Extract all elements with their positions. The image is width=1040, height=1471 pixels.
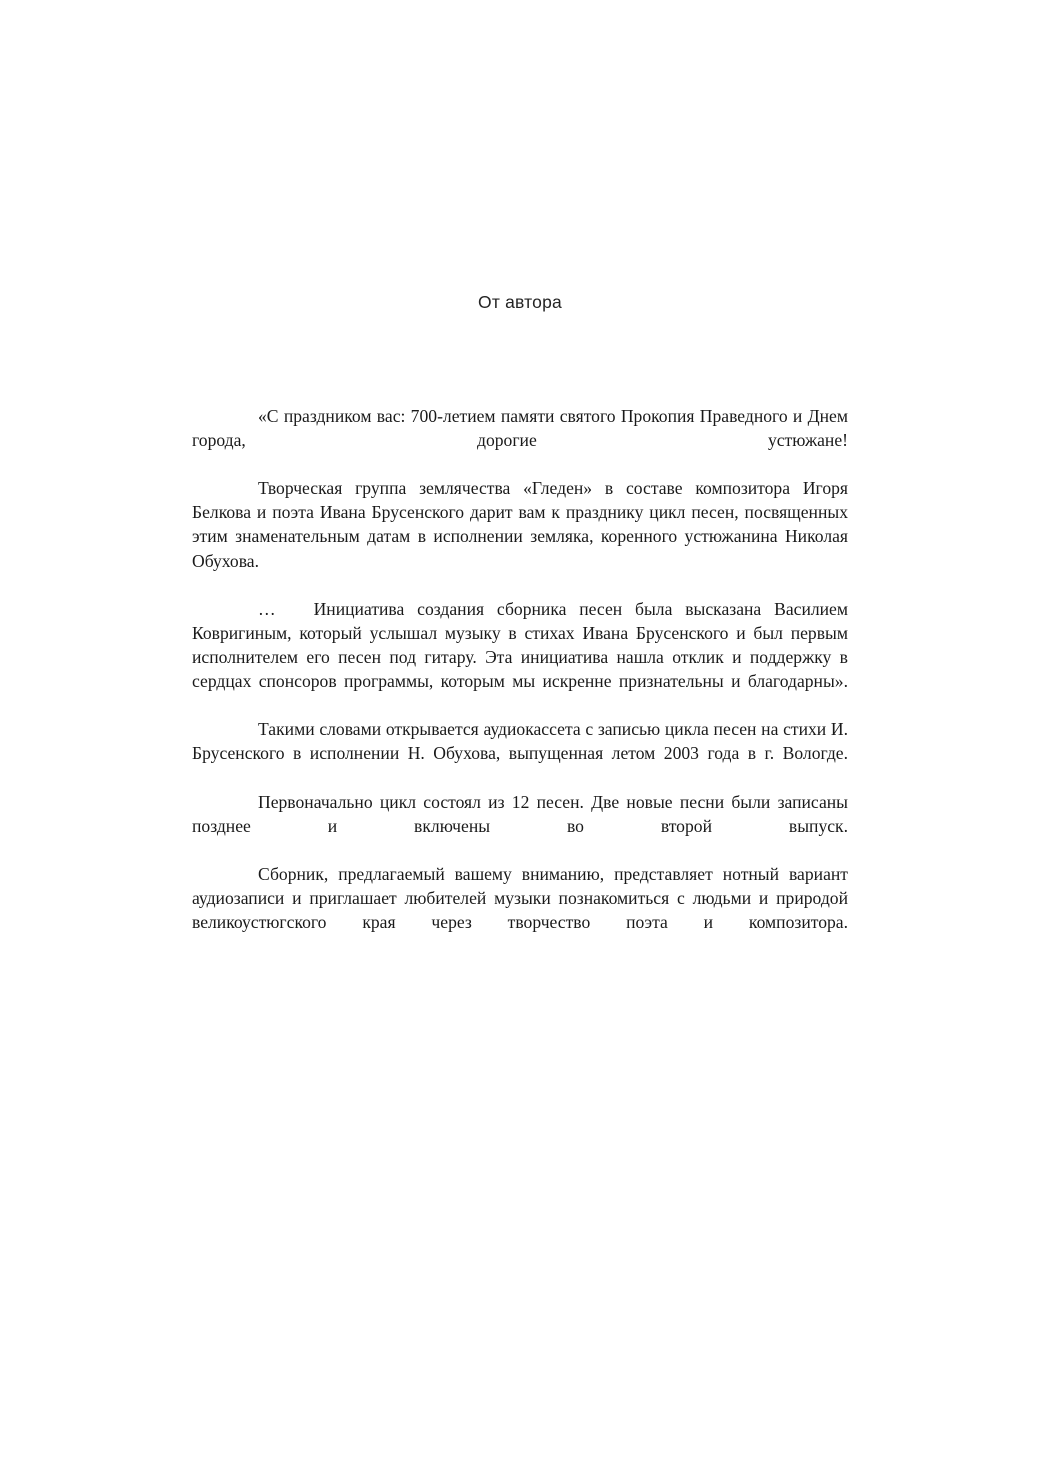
paragraph-3 [192, 597, 848, 717]
paragraph-3-leading-ellipsis: … [258, 598, 276, 619]
paragraph-2: Творческая группа землячества «Гледен» в составе композитора Игоря Белкова и поэта Ивана Брусенского дарит вам к празднику цикл песен, посвященных этим знаменательным датам в исполнении земляка, коренного устюжанина Николая Обухова. [192, 478, 848, 571]
paragraph-1: «С праздником вас: 700-летием памяти святого Прокопия Праведного и Днем города, дорогие устюжане! [192, 406, 848, 451]
body-text-column [192, 404, 848, 958]
page-title: От автора [478, 292, 562, 312]
paragraph-6: Сборник, предлагаемый вашему вниманию, представляет нотный вариант аудиозаписи и приглашает любителей музыки познакомиться с людьми и природой великоустюгского края через творчество поэта и композитора. [192, 863, 848, 932]
paragraph-4: Такими словами открывается аудиокассета с записью цикла песен на стихи И. Брусенского в исполнении Н. Обухова, выпущенная летом 2003 года в г. Вологде. [192, 719, 848, 764]
paragraph-3-text: Инициатива создания сборника песен была высказана Василием Ковригиным, который услышал музыку в стихах Ивана Брусенского и был первым исполнителем его песен под гитару. Эта инициатива нашла отклик и поддержку в сердцах спонсоров программы, которым мы искренне признательны и благодарны». [192, 598, 848, 692]
paragraph-5: Первоначально цикл состоял из 12 песен. Две новые песни были записаны позднее и включены во второй выпуск. [192, 791, 848, 836]
